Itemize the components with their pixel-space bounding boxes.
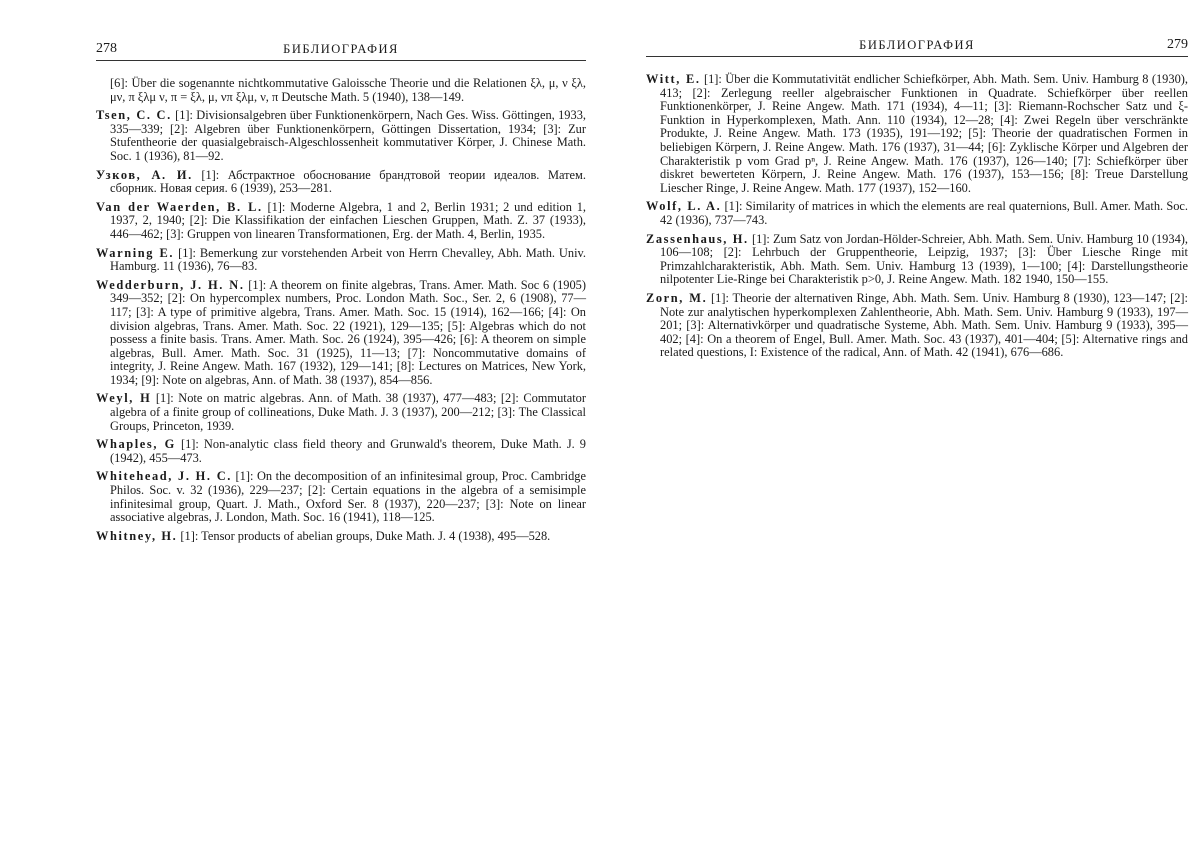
bibliography-entry <box>96 247 586 274</box>
bibliography-entry <box>646 200 1188 227</box>
entry-text: [1]: Абстрактное обоснование брандтовой теории идеалов. Матем. сборник. Новая серия. 6 (1939), 253—281. <box>110 167 586 196</box>
entry-author: Warning E. <box>96 245 175 260</box>
entry-author: Zorn, M. <box>646 290 708 305</box>
bibliography-entry <box>96 77 586 104</box>
entry-author: Wolf, L. A. <box>646 199 722 214</box>
entry-text: [1]: A theorem on finite algebras, Trans. Amer. Math. Soc 6 (1905) 349—352; [2]: On hypercomplex numbers, Proc. London Math. Soc., Ser. 2, 6 (1908), 77—117; [3]: A type of primitive algebra, Trans. Amer. Math. Soc. 15 (1914), 162—166; [4]: On division algebras, Trans. Amer. Math. Soc. 22 (1921), 129—135; [5]: Algebras which do not possess a finite basis. Trans. Amer. Math. Soc. 26 (1924), 395—426; [6]: A theorem on simple algebras, Bull. Amer. Math. Soc. 31 (1925), 11—13; [7]: Noncommutative domains of integrity, J. Reine Angew. Math. 167 (1932), 129—141; [8]: Lectures on Matrices, New York, 1934; [9]: Note on algebras, Ann. of Math. 38 (1937), 854—856. <box>110 277 586 387</box>
entry-text: [1]: Note on matric algebras. Ann. of Math. 38 (1937), 477—483; [2]: Commutator algebra of a finite group of collineations, Duke Math. J. 3 (1937), 200—212; [3]: The Classical Groups, Princeton, 1939. <box>110 391 586 433</box>
bibliography-entry <box>646 73 1188 195</box>
running-head-title: БИБЛИОГРАФИЯ <box>859 38 975 52</box>
entry-author: Tsen, C. C. <box>96 108 172 123</box>
entry-author: Whitehead, J. H. C. <box>96 469 232 484</box>
running-header <box>646 34 1188 57</box>
bibliography-list <box>96 77 586 543</box>
entry-author: Whaples, G <box>96 437 176 452</box>
bibliography-entry <box>96 530 586 544</box>
bibliography-entry <box>96 109 586 163</box>
bibliography-entry <box>646 292 1188 360</box>
bibliography-entry <box>646 233 1188 287</box>
bibliography-entry <box>96 438 586 465</box>
entry-text: [1]: Moderne Algebra, 1 and 2, Berlin 1931; 2 und edition 1, 1937, 2, 1940; [2]: Die Klassifikation der einfachen Lieschen Gruppen, Math. Z. 37 (1933), 446—462; [3]: Gruppen von linearen Transformationen, Erg. der Math. 4, Berlin, 1935. <box>110 199 586 241</box>
entry-text: [1]: Bemerkung zur vorstehenden Arbeit von Herrn Chevalley, Abh. Math. Univ. Hamburg. 11 (1936), 76—83. <box>110 245 586 274</box>
running-head-title: БИБЛИОГРАФИЯ <box>283 42 399 56</box>
entry-text: [6]: Über die sogenannte nichtkommutative Galoissche Theorie und die Relationen ξλ, μ, ν ξλ, μν, π ξλμ ν, π = ξλ, μ, νπ ξλμ, ν, π Deutsche Math. 5 (1940), 138—149. <box>110 76 586 104</box>
entry-author: Witt, E. <box>646 72 701 86</box>
bibliography-entry <box>96 470 586 524</box>
running-header <box>96 38 586 61</box>
bibliography-entry <box>96 201 586 242</box>
entry-text: [1]: Tensor products of abelian groups, Duke Math. J. 4 (1938), 495—528. <box>180 528 551 543</box>
bibliography-list <box>646 73 1188 360</box>
entry-author: Van der Waerden, B. L. <box>96 199 263 214</box>
bibliography-entry <box>96 279 586 388</box>
page-number: 279 <box>1167 37 1188 52</box>
entry-text: [1]: Divisionsalgebren über Funktionenkörpern, Nach Ges. Wiss. Göttingen, 1933, 335—339; [2]: Algebren über Funktionenkörpern, Göttingen Dissertation, 1934; [3]: Zur Stufentheorie der quasialgebraisch-Algeschlossenheit kommutativer Körper, J. Chinese Math. Soc. 1 (1936), 81—92. <box>110 108 586 163</box>
entry-author: Whitney, H. <box>96 528 178 543</box>
entry-text: [1]: Über die Kommutativität endlicher Schiefkörper, Abh. Math. Sem. Univ. Hamburg 8 (1930), 413; [2]: Zerlegung reeller algebraischer Funktionen in Quadrate. Schiefkörper über reellen Funktionenkörper, J. Reine Angew. Math. 171 (1934), 4—11; [3]: Riemann-Rochscher Satz und ξ-Funktion in Hyperkomplexen, Math. Ann. 110 (1934), 12—28; [4]: Zwei Regeln über verschränkte Produkte, J. Reine Angew. Math. 173 (1935), 191—192; [5]: Theorie der quadratischen Formen in beliebigen Körpern, J. Reine Angew. Math. 176 (1937), 31—44; [6]: Zyklische Körper und Algebren der Charakteristik p vom Grad pⁿ, J. Reine Angew. Math. 176 (1937), 126—140; [7]: Schiefkörper über diskret bewerteten Körpern, J. Reine Angew. Math. 176 (1937), 153—156; [8]: Treue Darstellung Liescher Ringe, J. Reine Angew. Math. 177 (1937), 152—160. <box>660 72 1188 195</box>
entry-text: [1]: Non-analytic class field theory and Grunwald's theorem, Duke Math. J. 9 (1942), 455—473. <box>110 437 586 465</box>
entry-author: Wedderburn, J. H. N. <box>96 277 245 292</box>
page-number: 278 <box>96 41 117 56</box>
entry-author: Weyl, H <box>96 391 152 406</box>
bibliography-entry <box>96 392 586 433</box>
entry-author: Zassenhaus, H. <box>646 231 749 246</box>
entry-text: [1]: Zum Satz von Jordan-Hölder-Schreier, Abh. Math. Sem. Univ. Hamburg 10 (1934), 106—108; [2]: Lehrbuch der Gruppentheorie, Leipzig, 1937; [3]: Über Liesche Ringe mit Primzahlcharakteristik, Abh. Math. Sem. Univ. Hamburg 13 (1939), 1—100; [4]: Darstellungstheorie nilpotenter Lie-Ringe bei Charakteristik p>0, J. Reine Angew. Math. 182 1940, 150—155. <box>660 231 1188 287</box>
entry-text: [1]: Theorie der alternativen Ringe, Abh. Math. Sem. Univ. Hamburg 8 (1930), 123—147; [2]: Note zur analytischen hyperkomplexen Zahlentheorie, Abh. Math. Sem. Univ. Hamburg 9 (1933), 197—201; [3]: Alternativkörper und quadratische Systeme, Abh. Math. Sem. Univ. Hamburg 9 (1933), 395—402; [4]: On a theorem of Engel, Bull. Amer. Math. Soc. 43 (1937), 401—404; [5]: Alternative rings and related questions, I: Existence of the radical, Ann. of Math. 42 (1941), 676—686. <box>660 290 1188 360</box>
entry-author: Узков, А. И. <box>96 167 193 182</box>
right-page <box>600 0 1200 848</box>
entry-text: [1]: On the decomposition of an infinitesimal group, Proc. Cambridge Philos. Soc. v. 32 (1936), 229—237; [2]: Certain equations in the algebra of a semisimple infinitesimal group, Quart. J. Math., Oxford Ser. 8 (1937), 220—237; [3]: Note on linear associative algebras, J. London, Math. Soc. 16 (1941), 118—125. <box>110 469 586 525</box>
bibliography-entry <box>96 169 586 196</box>
entry-text: [1]: Similarity of matrices in which the elements are real quaternions, Bull. Amer. Math. Soc. 42 (1936), 737—743. <box>660 199 1189 227</box>
